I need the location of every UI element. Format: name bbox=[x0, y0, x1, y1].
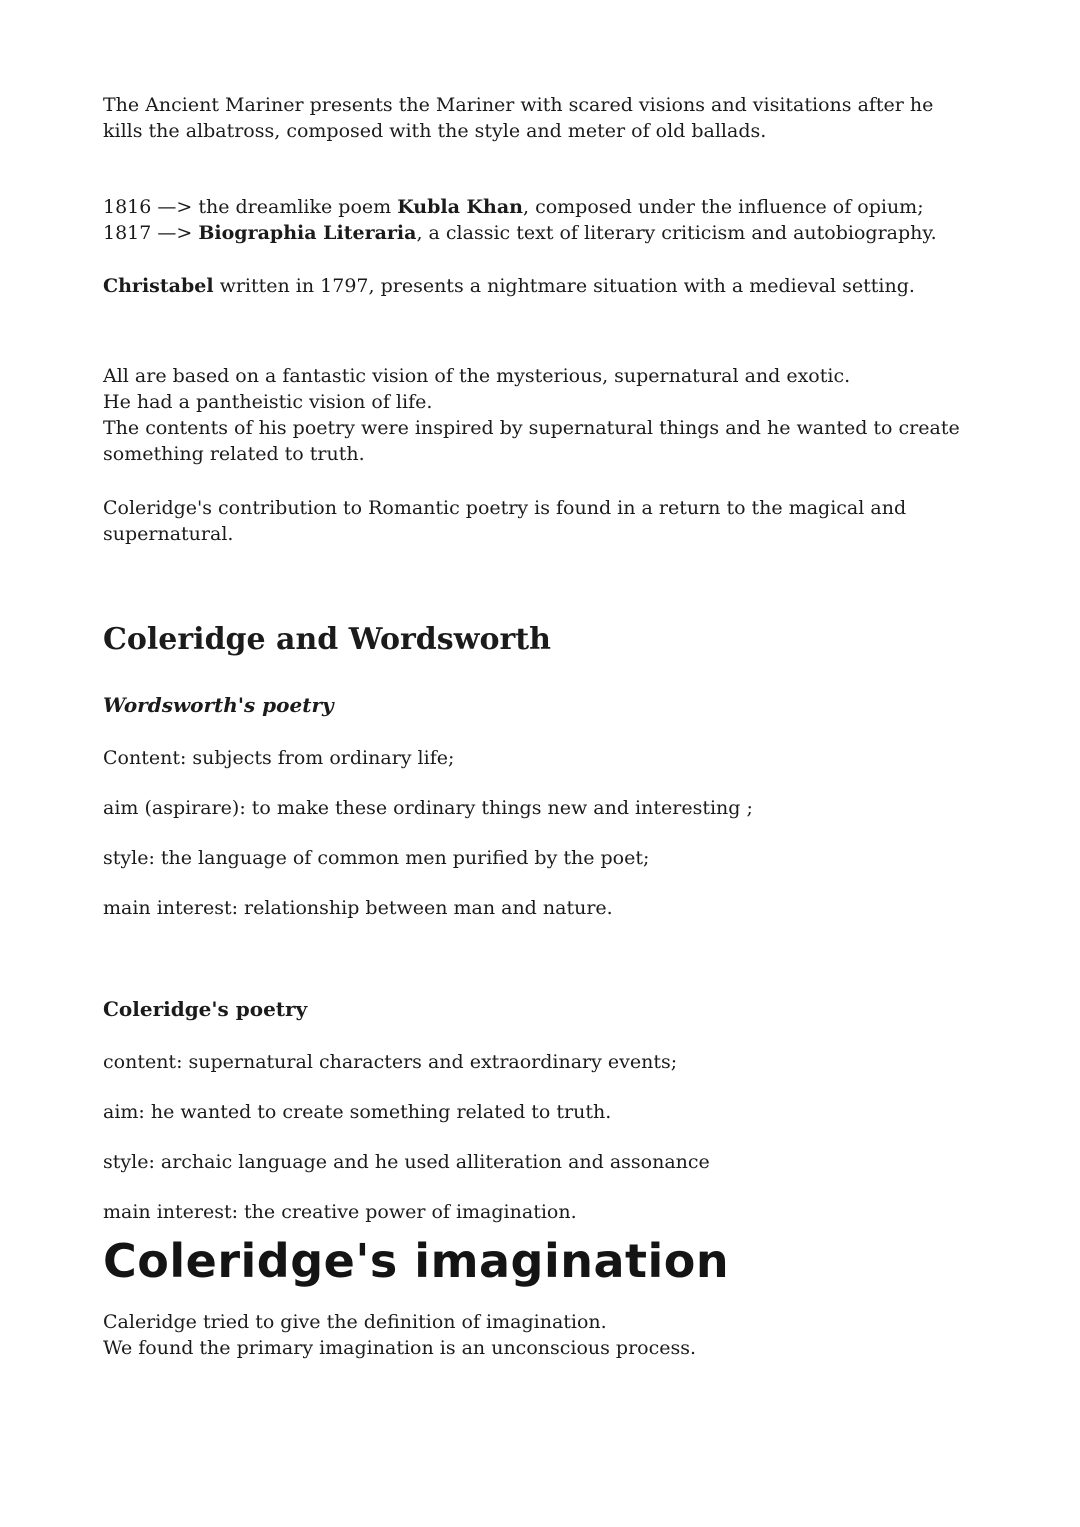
text-run: He had a pantheistic vision of life. bbox=[103, 391, 433, 413]
heading-coleridges-imagination: Coleridge's imagination bbox=[103, 1234, 730, 1288]
paragraph-contribution: Coleridge's contribution to Romantic poetry is found in a return to the magical and supernatural. bbox=[103, 497, 907, 545]
point-coleridge-style: style: archaic language and he used alliteration and assonance bbox=[103, 1151, 710, 1173]
subheading-wordsworth-poetry: Wordsworth's poetry bbox=[103, 693, 334, 717]
point-coleridge-content: content: supernatural characters and extraordinary events; bbox=[103, 1051, 678, 1073]
point-coleridge-aim: aim: he wanted to create something related to truth. bbox=[103, 1101, 612, 1123]
text-run: Caleridge tried to give the definition of imagination. bbox=[103, 1311, 607, 1333]
work-title-christabel: Christabel bbox=[103, 275, 214, 297]
text-run: We found the primary imagination is an unconscious process. bbox=[103, 1337, 697, 1359]
text-run: , composed under the influence of opium; bbox=[523, 196, 924, 218]
text-run: The contents of his poetry were inspired by supernatural things and he wanted to create something related to truth. bbox=[103, 417, 960, 465]
paragraph-imagination-definition bbox=[103, 1309, 968, 1361]
text-run: 1817 —> bbox=[103, 222, 199, 244]
paragraph-ancient-mariner: The Ancient Mariner presents the Mariner with scared visions and visitations after he kills the albatross, composed with the style and meter of old ballads. bbox=[103, 94, 934, 142]
paragraph-christabel bbox=[103, 273, 968, 299]
subheading-coleridge-poetry: Coleridge's poetry bbox=[103, 997, 308, 1021]
paragraph-fantastic-vision bbox=[103, 363, 968, 467]
paragraph-works-dates bbox=[103, 194, 968, 246]
point-wordsworth-main-interest: main interest: relationship between man and nature. bbox=[103, 897, 613, 919]
point-wordsworth-style: style: the language of common men purified by the poet; bbox=[103, 847, 650, 869]
text-run: 1816 —> the dreamlike poem bbox=[103, 196, 398, 218]
text-run: All are based on a fantastic vision of the mysterious, supernatural and exotic. bbox=[103, 365, 851, 387]
heading-coleridge-and-wordsworth: Coleridge and Wordsworth bbox=[103, 622, 551, 657]
work-title-kubla-khan: Kubla Khan bbox=[397, 196, 523, 218]
point-coleridge-main-interest: main interest: the creative power of imagination. bbox=[103, 1201, 577, 1223]
text-run: , a classic text of literary criticism and autobiography. bbox=[416, 222, 937, 244]
point-wordsworth-content: Content: subjects from ordinary life; bbox=[103, 747, 455, 769]
point-wordsworth-aim: aim (aspirare): to make these ordinary things new and interesting ; bbox=[103, 797, 753, 819]
text-run: written in 1797, presents a nightmare situation with a medieval setting. bbox=[213, 275, 915, 297]
work-title-biographia-literaria: Biographia Literaria bbox=[198, 222, 417, 244]
